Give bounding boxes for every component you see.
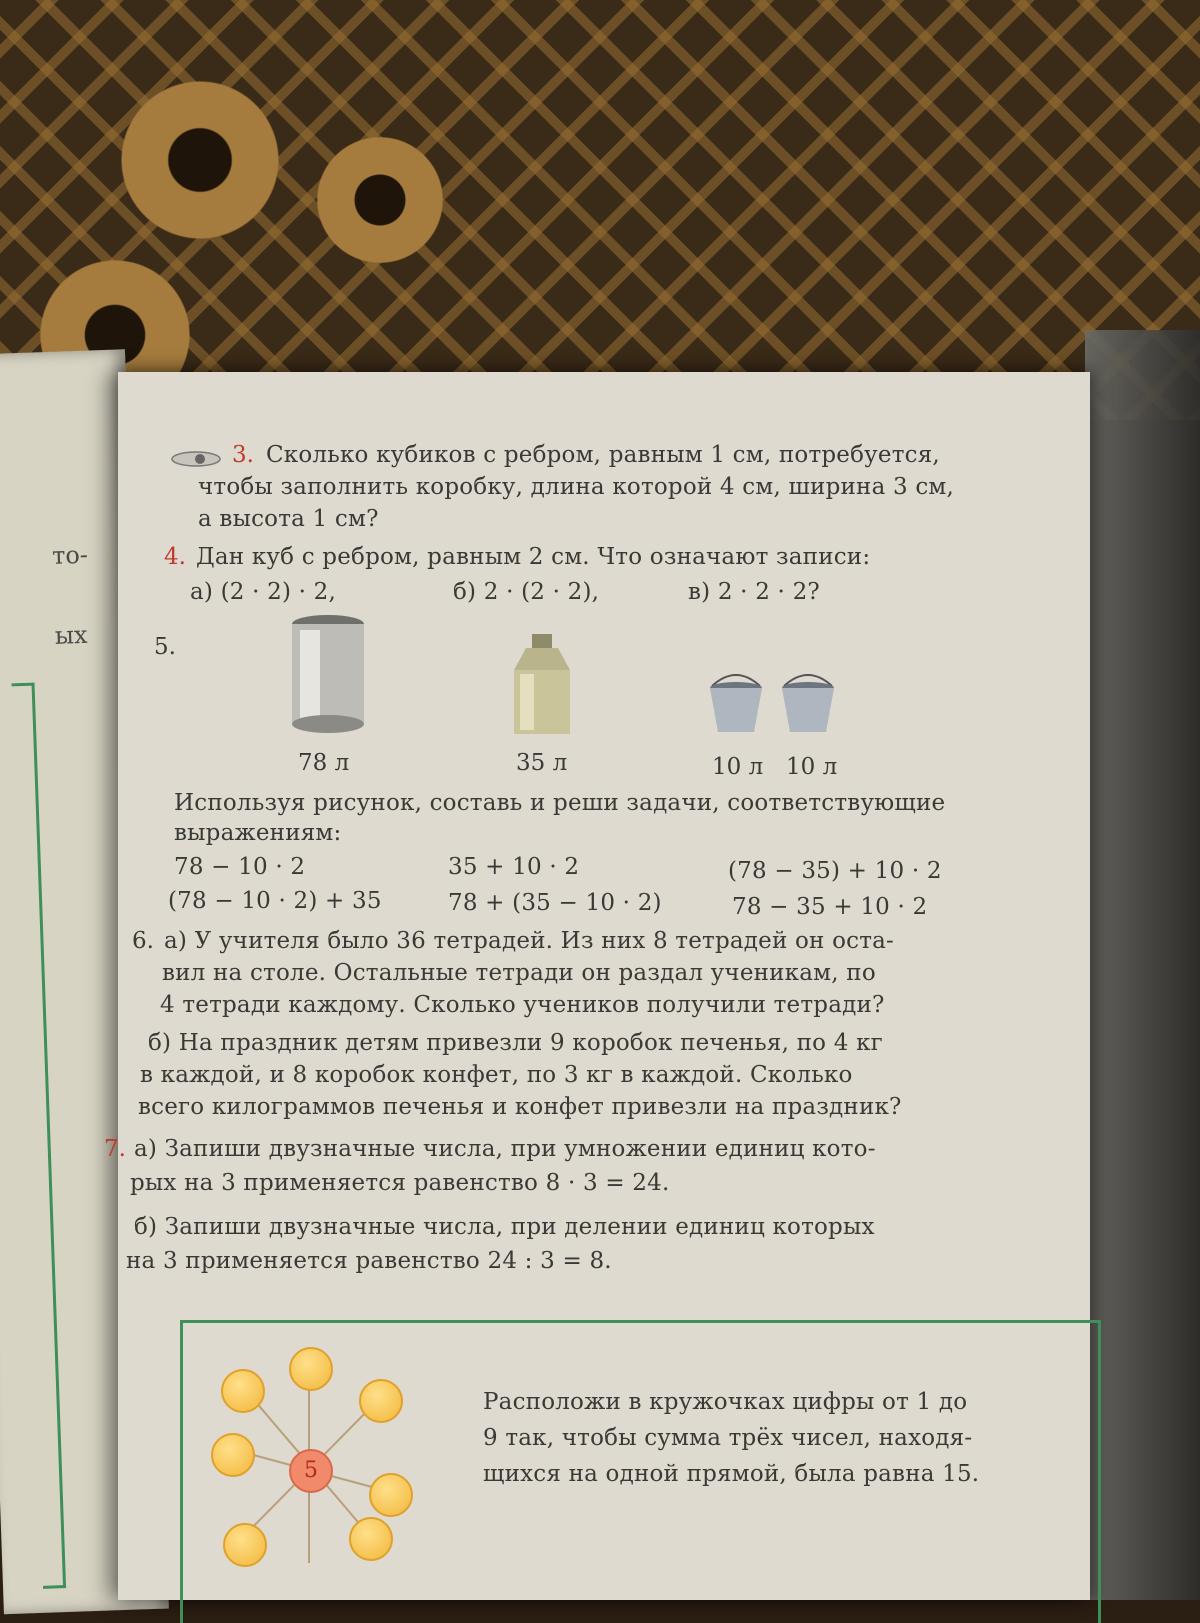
expression: 78 + (35 − 10 · 2) [448, 890, 662, 916]
task-5-intro-1: Используя рисунок, составь и реши задачи, соответствующие [174, 790, 946, 816]
carpet-background [0, 0, 1200, 420]
task-4-option-a: а) (2 · 2) · 2, [190, 579, 337, 605]
task-7a-line-2: рых на 3 применяется равенство 8 · 3 = 24. [130, 1170, 670, 1196]
right-page-edge [1085, 330, 1200, 1600]
carpet-flower [300, 120, 460, 280]
task-3-line-1: Сколько кубиков с ребром, равным 1 см, потребуется, [266, 442, 940, 468]
milk-churn-large-icon [288, 612, 368, 737]
container-label: 78 л [298, 750, 350, 776]
task-6b-line-3: всего килограммов печенья и конфет привезли на праздник? [138, 1094, 902, 1120]
task-4-line-1: Дан куб с ребром, равным 2 см. Что означают записи: [196, 544, 871, 570]
eye-icon [170, 450, 222, 468]
task-7a-line-1: а) Запиши двузначные числа, при умножении единиц кото- [134, 1136, 876, 1162]
task-6b-line-1: б) На праздник детям привезли 9 коробок печенья, по 4 кг [148, 1030, 883, 1056]
puzzle-text-3: щихся на одной прямой, была равна 15. [483, 1461, 980, 1487]
task-5-intro-2: выражениям: [174, 820, 342, 846]
puzzle-circle[interactable] [211, 1433, 255, 1477]
task-3-number: 3. [232, 442, 254, 468]
task-4-option-b: б) 2 · (2 · 2), [453, 579, 600, 605]
task-6a-line-1: а) У учителя было 36 тетрадей. Из них 8 тетрадей он оста- [164, 928, 895, 954]
puzzle-box [180, 1320, 1101, 1623]
puzzle-text-2: 9 так, чтобы сумма трёх чисел, находя- [483, 1425, 973, 1451]
puzzle-circle[interactable] [369, 1473, 413, 1517]
task-6a-line-3: 4 тетради каждому. Сколько учеников получили тетради? [160, 992, 885, 1018]
expression: 78 − 10 · 2 [174, 854, 306, 880]
puzzle-circle[interactable] [359, 1379, 403, 1423]
task-4-number: 4. [164, 544, 186, 570]
task-3-line-2: чтобы заполнить коробку, длина которой 4 см, ширина 3 см, [198, 474, 955, 500]
puzzle-center-circle[interactable]: 5 [289, 1449, 333, 1493]
left-page-fragment: то- [51, 540, 89, 570]
bucket-icon [778, 672, 838, 736]
puzzle-text-1: Расположи в кружочках цифры от 1 до [483, 1389, 968, 1415]
puzzle-circle[interactable] [223, 1523, 267, 1567]
task-7b-line-1: б) Запиши двузначные числа, при делении единиц которых [134, 1214, 875, 1240]
container-label: 10 л [786, 754, 838, 780]
puzzle-circle[interactable] [349, 1517, 393, 1561]
container-label: 10 л [712, 754, 764, 780]
task-4-option-c: в) 2 · 2 · 2? [688, 579, 820, 605]
task-5-number: 5. [154, 634, 176, 660]
left-page-fragment: ых [54, 620, 88, 650]
task-6-number: 6. [132, 928, 154, 954]
puzzle-circle[interactable] [289, 1347, 333, 1391]
container-label: 35 л [516, 750, 568, 776]
carpet-flower [100, 60, 300, 260]
task-7b-line-2: на 3 применяется равенство 24 : 3 = 8. [126, 1248, 612, 1274]
task-3-line-3: а высота 1 см? [198, 506, 379, 532]
left-page-frame [11, 683, 66, 1589]
bucket-icon [706, 672, 766, 736]
task-6b-line-2: в каждой, и 8 коробок конфет, по 3 кг в каждой. Сколько [140, 1062, 853, 1088]
task-6a-line-2: вил на столе. Остальные тетради он раздал ученикам, по [162, 960, 876, 986]
expression: 78 − 35 + 10 · 2 [732, 894, 928, 920]
expression: (78 − 35) + 10 · 2 [728, 858, 942, 884]
expression: 35 + 10 · 2 [448, 854, 580, 880]
task-7-number: 7. [104, 1136, 126, 1162]
milk-can-icon [508, 630, 576, 740]
textbook-page [104, 372, 1090, 1600]
puzzle-circle[interactable] [221, 1369, 265, 1413]
expression: (78 − 10 · 2) + 35 [168, 888, 382, 914]
